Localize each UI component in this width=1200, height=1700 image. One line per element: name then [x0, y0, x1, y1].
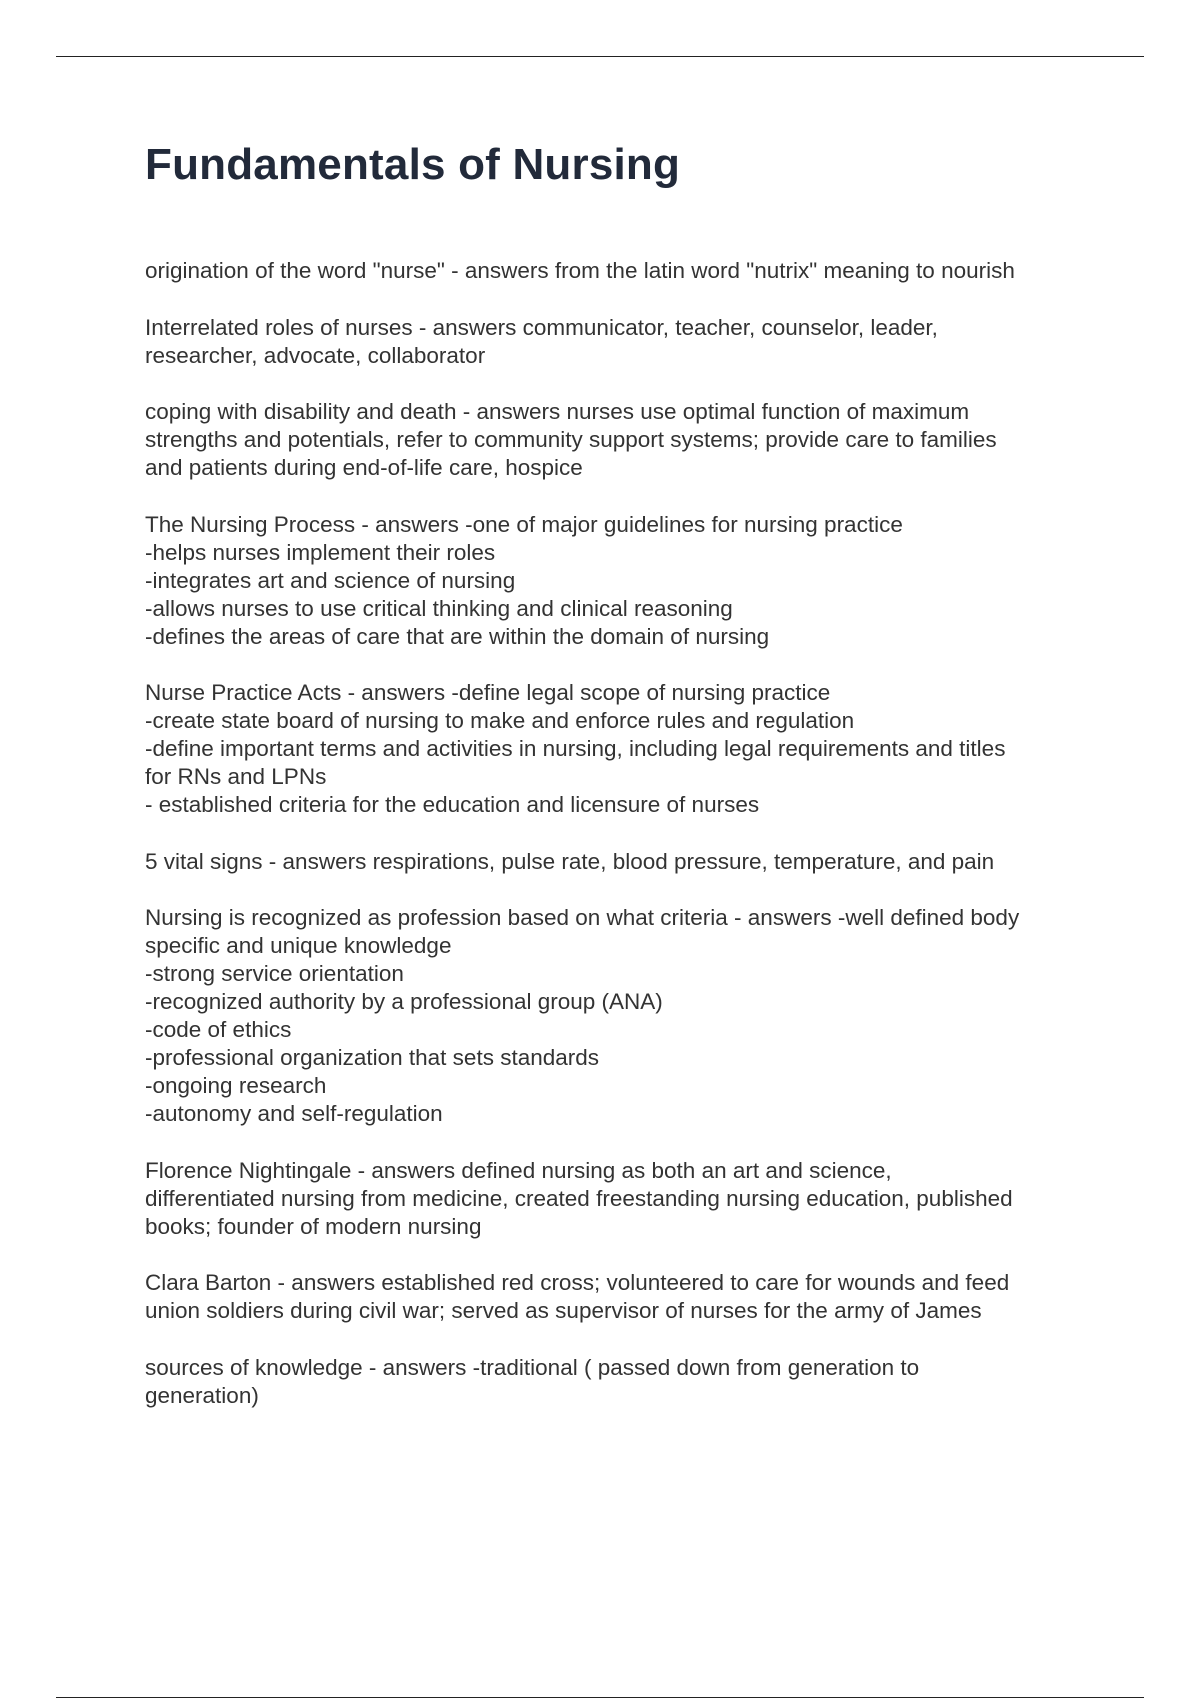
flashcard-text-line: -helps nurses implement their roles	[145, 539, 496, 565]
flashcard-text-line: - established criteria for the education and licensure of nurses	[145, 792, 760, 817]
flashcard-text-line: differentiated nursing from medicine, created freestanding nursing education, published	[145, 1185, 1013, 1211]
flashcard-text-line: -defines the areas of care that are within the domain of nursing	[145, 623, 770, 649]
flashcard-text-line: union soldiers during civil war; served as supervisor of nurses for the army of James	[145, 1298, 982, 1323]
flashcard-text-line: specific and unique knowledge	[145, 933, 452, 958]
flashcard-entry	[145, 398, 1095, 482]
flashcard-text-line: Nurse Practice Acts - answers -define legal scope of nursing practice	[145, 680, 831, 705]
flashcard-entry	[145, 1269, 1095, 1325]
flashcard-text-line: generation)	[145, 1382, 259, 1408]
flashcard-text-line: Clara Barton - answers established red cross; volunteered to care for wounds and feed	[145, 1270, 1010, 1295]
flashcard-text-line: coping with disability and death - answers nurses use optimal function of maximum	[145, 399, 970, 424]
flashcard-entry	[145, 904, 1095, 1128]
flashcard-text-line: -integrates art and science of nursing	[145, 567, 516, 593]
flashcard-text-line: 5 vital signs - answers respirations, pulse rate, blood pressure, temperature, and pain	[145, 848, 995, 874]
flashcard-text-line: Nursing is recognized as profession based on what criteria - answers -well defined body	[145, 905, 1020, 930]
flashcard-entry	[145, 314, 1095, 370]
flashcard-text-line: strengths and potentials, refer to community support systems; provide care to families	[145, 427, 997, 452]
footer-rule	[56, 1697, 1144, 1698]
flashcard-text-line: Florence Nightingale - answers defined nursing as both an art and science,	[145, 1157, 892, 1183]
flashcard-text-line: sources of knowledge - answers -traditional ( passed down from generation to	[145, 1354, 920, 1380]
flashcard-text-line: for RNs and LPNs	[145, 764, 327, 789]
flashcard-entry	[145, 679, 1095, 819]
flashcard-text-line: and patients during end-of-life care, hospice	[145, 455, 583, 480]
flashcard-text-line: -autonomy and self-regulation	[145, 1101, 443, 1126]
flashcard-text-line: The Nursing Process - answers -one of major guidelines for nursing practice	[145, 511, 903, 537]
flashcard-entry	[145, 511, 1095, 651]
flashcard-text-line: -ongoing research	[145, 1073, 327, 1098]
flashcard-text-line: -professional organization that sets standards	[145, 1045, 600, 1070]
flashcard-entry	[145, 1157, 1095, 1241]
flashcard-text-line: Interrelated roles of nurses - answers communicator, teacher, counselor, leader,	[145, 314, 938, 340]
flashcard-text-line: -recognized authority by a professional group (ANA)	[145, 989, 663, 1014]
flashcard-entry	[145, 1354, 1095, 1410]
flashcard-text-line: -create state board of nursing to make and enforce rules and regulation	[145, 708, 855, 733]
header-rule	[56, 56, 1144, 57]
flashcard-text-line: -allows nurses to use critical thinking and clinical reasoning	[145, 595, 733, 621]
flashcard-text-line: -code of ethics	[145, 1017, 292, 1042]
page-title: Fundamentals of Nursing	[145, 140, 681, 189]
flashcard-text-line: origination of the word "nurse" - answers from the latin word "nutrix" meaning to nourish	[145, 258, 1015, 283]
flashcard-entry	[145, 848, 1095, 876]
flashcard-text-line: -strong service orientation	[145, 961, 404, 986]
flashcard-text-line: -define important terms and activities in nursing, including legal requirements and titles	[145, 736, 1006, 761]
flashcard-text-line: books; founder of modern nursing	[145, 1213, 482, 1239]
flashcard-text-line: researcher, advocate, collaborator	[145, 342, 486, 368]
flashcard-list	[145, 257, 1095, 1438]
flashcard-entry	[145, 257, 1095, 285]
